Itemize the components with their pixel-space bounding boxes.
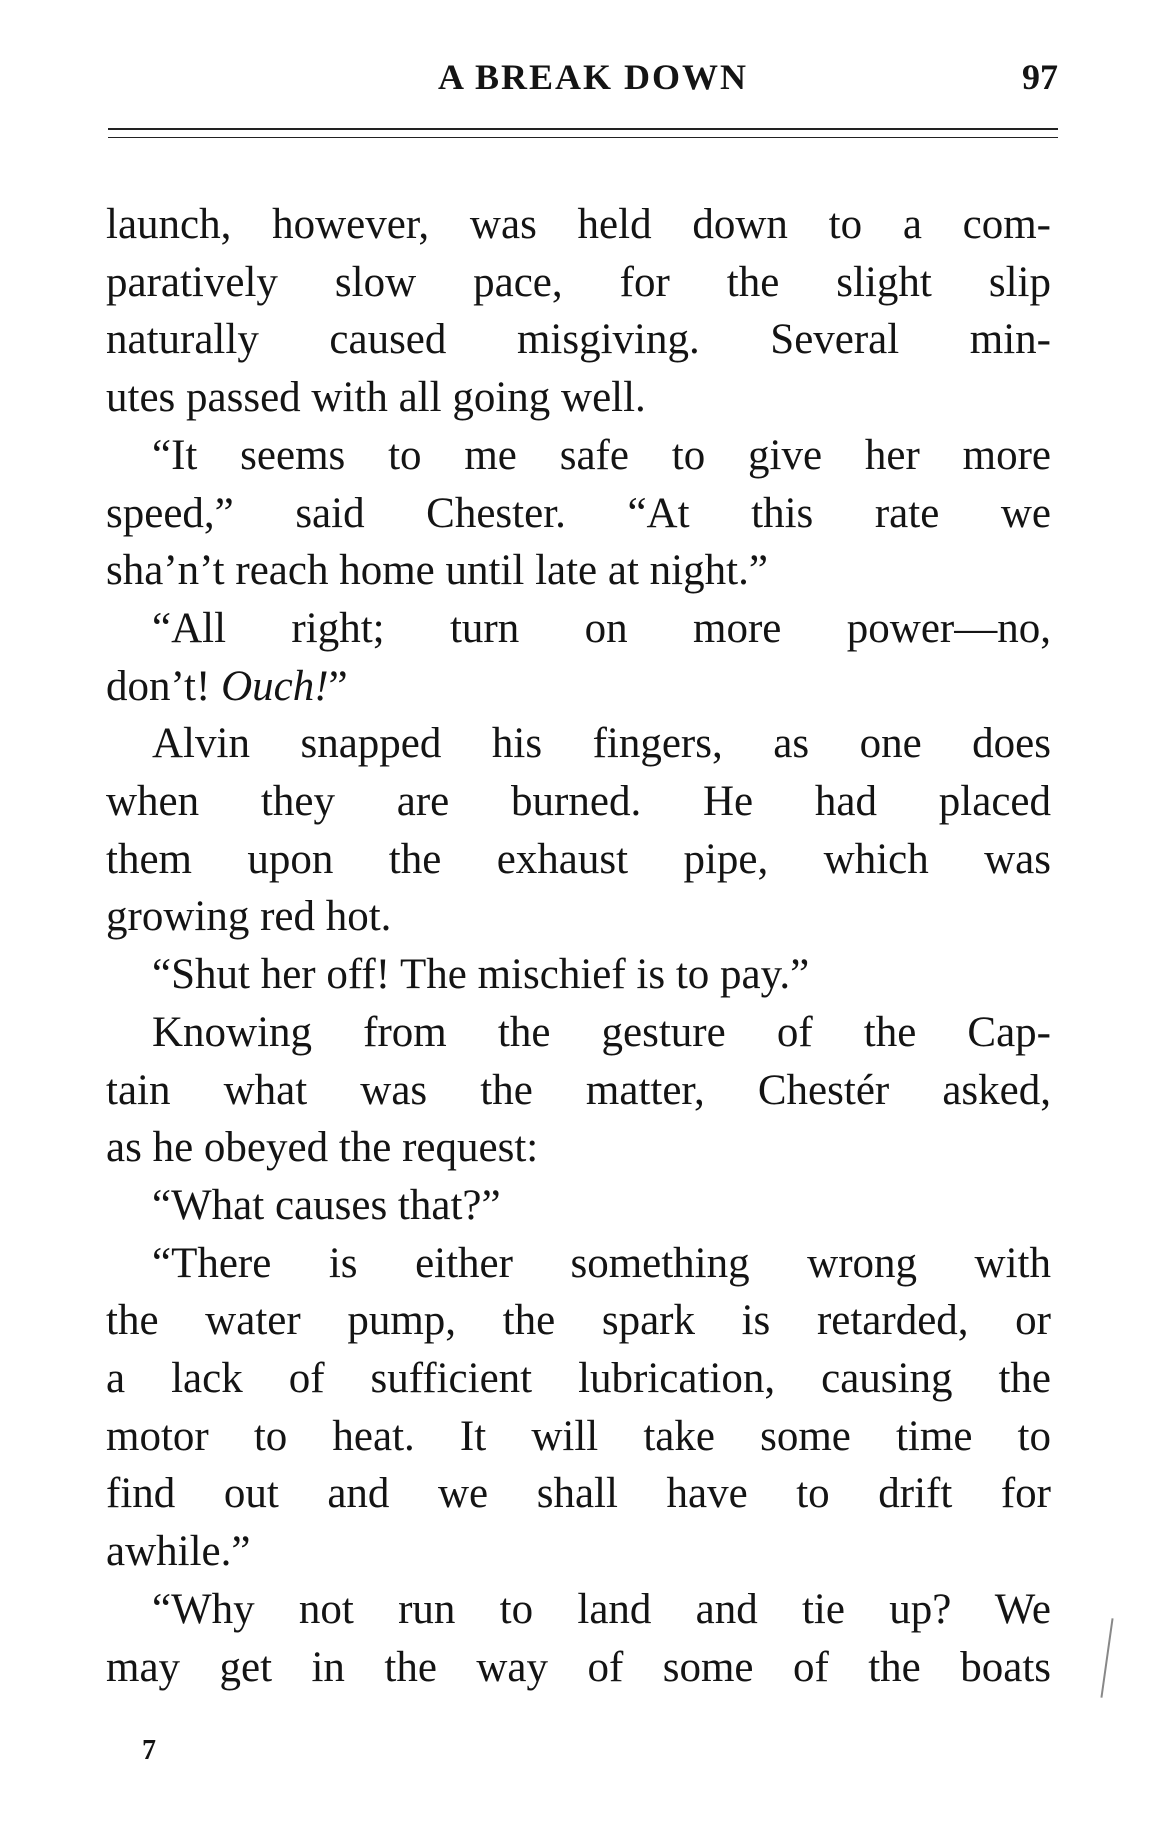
text-line: growing red hot.: [106, 893, 392, 941]
text-line: motor to heat. It will take some time to: [106, 1412, 1051, 1460]
chapter-title: A BREAK DOWN: [437, 57, 749, 97]
text-line: “All right; turn on more power—no,: [152, 604, 1051, 652]
text-line: sha’n’t reach home until late at night.”: [106, 547, 768, 595]
paragraph-6: [106, 1004, 1051, 1177]
text-line: “It seems to me safe to give her more: [152, 431, 1051, 479]
paragraph-3: [106, 600, 1051, 715]
paragraph-1: [106, 196, 1051, 427]
text-line: “Why not run to land and tie up? We: [152, 1585, 1051, 1633]
page-number: 97: [1022, 57, 1058, 97]
text-line: awhile.”: [106, 1528, 251, 1576]
text-fragment: don’t!: [106, 662, 222, 710]
text-line: [106, 658, 1051, 716]
header-rule-thin: [108, 137, 1058, 138]
text-line: as he obeyed the request:: [106, 1124, 539, 1172]
margin-pencil-mark: [1100, 1618, 1113, 1697]
text-line: “There is either something wrong with: [152, 1239, 1051, 1287]
text-line: may get in the way of some of the boats: [106, 1643, 1051, 1691]
text-line: the water pump, the spark is retarded, or: [106, 1297, 1051, 1345]
text-fragment: ”: [328, 662, 348, 710]
paragraph-7: [106, 1177, 1051, 1235]
text-line: Knowing from the gesture of the Cap-: [152, 1008, 1051, 1056]
text-line: utes passed with all going well.: [106, 374, 646, 422]
text-line: launch, however, was held down to a com-: [106, 201, 1051, 248]
italic-exclamation: Ouch!: [221, 662, 329, 710]
text-line: paratively slow pace, for the slight slip: [106, 258, 1051, 306]
text-line: tain what was the matter, Chestér asked,: [106, 1066, 1051, 1114]
text-line: find out and we shall have to drift for: [106, 1470, 1051, 1518]
text-line: “Shut her off! The mischief is to pay.”: [152, 951, 810, 999]
paragraph-9: [106, 1581, 1051, 1696]
text-line: “What causes that?”: [152, 1181, 501, 1229]
paragraph-4: [106, 715, 1051, 946]
header-rule-thick: [108, 128, 1058, 130]
text-line: Alvin snapped his fingers, as one does: [152, 720, 1051, 768]
body-text: [106, 196, 1051, 1696]
text-line: when they are burned. He had placed: [106, 778, 1051, 826]
paragraph-2: [106, 427, 1051, 600]
text-line: speed,” said Chester. “At this rate we: [106, 489, 1051, 537]
running-head: [108, 56, 1058, 106]
paragraph-5: [106, 946, 1051, 1004]
text-line: naturally caused misgiving. Several min-: [106, 316, 1051, 364]
text-line: them upon the exhaust pipe, which was: [106, 835, 1051, 883]
paragraph-8: [106, 1235, 1051, 1581]
signature-mark: 7: [142, 1735, 156, 1766]
text-line: a lack of sufficient lubrication, causing the: [106, 1355, 1051, 1403]
